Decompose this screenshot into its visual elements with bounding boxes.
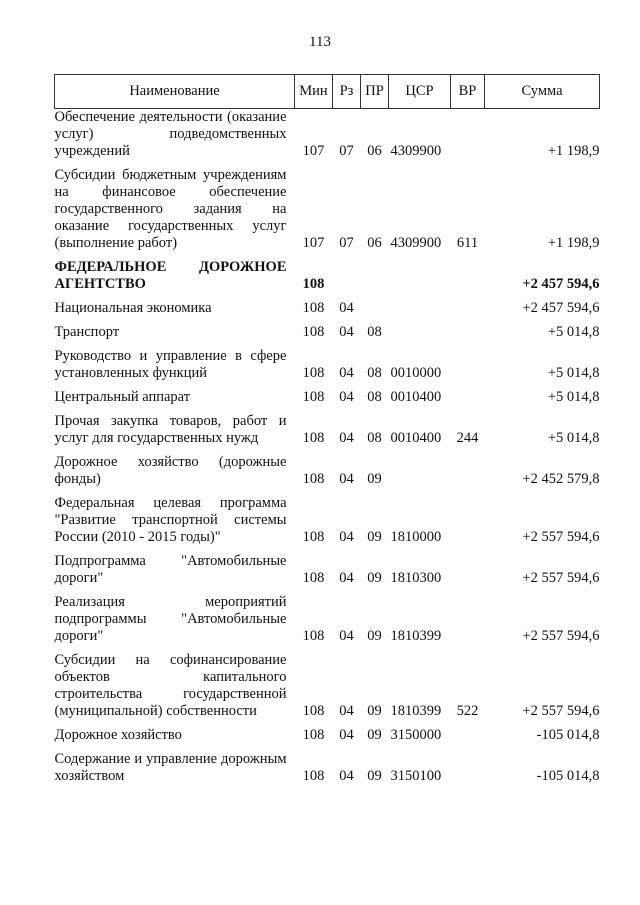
cell-name: Дорожное хозяйство: [54, 727, 182, 743]
cell-min: 108: [302, 768, 325, 784]
cell-sum: +5 014,8: [547, 365, 600, 381]
cell-sum: +1 198,9: [547, 235, 600, 251]
table-row: [55, 495, 600, 553]
cell-name: Дорожное хозяйство (дорожные фонды): [54, 454, 287, 487]
cell-vr: [451, 727, 485, 751]
cell-sum: +2 452 579,8: [522, 471, 600, 487]
cell-min: 108: [302, 471, 325, 487]
cell-pr: 08: [367, 389, 382, 405]
cell-rz: 04: [339, 703, 354, 719]
cell-min: 108: [302, 389, 325, 405]
cell-csr: 4309900: [390, 235, 442, 251]
budget-table: [54, 74, 600, 792]
table-row: [55, 259, 600, 300]
cell-rz: 04: [339, 324, 354, 340]
cell-pr: 09: [367, 628, 382, 644]
cell-name: Федеральная целевая программа "Развитие транспортной системы России (2010 - 2015 годы)": [54, 495, 287, 545]
cell-csr: [389, 454, 451, 495]
cell-vr: [451, 259, 485, 300]
cell-name: Подпрограмма "Автомобильные дороги": [54, 553, 287, 586]
cell-name: Руководство и управление в сфере установленных функций: [54, 348, 287, 381]
header-min: Мин: [295, 75, 333, 109]
cell-sum: +1 198,9: [547, 143, 600, 159]
cell-rz: 04: [339, 471, 354, 487]
cell-pr: 09: [367, 727, 382, 743]
cell-min: 107: [302, 143, 325, 159]
cell-vr: [451, 389, 485, 413]
cell-csr: 1810000: [390, 529, 442, 545]
cell-pr: 08: [367, 430, 382, 446]
table-body: [55, 109, 600, 793]
cell-vr: 522: [456, 703, 479, 719]
cell-min: 107: [302, 235, 325, 251]
header-sum: Сумма: [485, 75, 600, 109]
cell-vr: [451, 495, 485, 553]
cell-rz: 04: [339, 365, 354, 381]
cell-vr: [451, 594, 485, 652]
cell-rz: 04: [339, 300, 354, 316]
table-row: [55, 727, 600, 751]
cell-rz: 04: [339, 628, 354, 644]
cell-vr: [451, 109, 485, 168]
cell-vr: [451, 324, 485, 348]
cell-pr: 09: [367, 471, 382, 487]
header-vr: ВР: [451, 75, 485, 109]
table-row: [55, 348, 600, 389]
table-row: [55, 389, 600, 413]
cell-csr: 1810300: [390, 570, 442, 586]
cell-vr: [451, 553, 485, 594]
cell-sum: +2 557 594,6: [522, 529, 600, 545]
cell-csr: [389, 324, 451, 348]
cell-min: 108: [302, 365, 325, 381]
table-row: [55, 652, 600, 727]
cell-sum: +5 014,8: [547, 324, 600, 340]
table-row: [55, 300, 600, 324]
table-row: [55, 454, 600, 495]
cell-min: 108: [302, 300, 325, 316]
cell-name: Центральный аппарат: [54, 389, 191, 405]
cell-name: Национальная экономика: [54, 300, 212, 316]
cell-min: 108: [302, 529, 325, 545]
table-row: [55, 109, 600, 168]
cell-csr: 0010000: [390, 365, 442, 381]
cell-pr: 09: [367, 570, 382, 586]
cell-csr: 3150000: [390, 727, 442, 743]
cell-name: Прочая закупка товаров, работ и услуг для государственных нужд: [54, 413, 287, 446]
cell-name: Субсидии на софинансирование объектов капитального строительства государственной (муниципальной) собственности: [54, 652, 287, 719]
cell-rz: 04: [339, 570, 354, 586]
cell-csr: 0010400: [390, 389, 442, 405]
cell-pr: 09: [367, 768, 382, 784]
cell-sum: +2 557 594,6: [522, 570, 600, 586]
cell-sum: +2 457 594,6: [522, 276, 600, 292]
cell-csr: [389, 300, 451, 324]
cell-rz: 07: [339, 143, 354, 159]
cell-rz: 04: [339, 389, 354, 405]
cell-vr: [451, 751, 485, 792]
cell-vr: [451, 454, 485, 495]
cell-csr: 0010400: [390, 430, 442, 446]
table-header-row: [55, 75, 600, 109]
cell-pr: [361, 300, 389, 324]
table-row: [55, 324, 600, 348]
cell-pr: 08: [367, 324, 382, 340]
cell-pr: [361, 259, 389, 300]
cell-rz: 04: [339, 430, 354, 446]
cell-csr: 1810399: [390, 628, 442, 644]
cell-sum: +2 557 594,6: [522, 703, 600, 719]
cell-name: Обеспечение деятельности (оказание услуг) подведомственных учреждений: [54, 109, 287, 159]
cell-rz: [333, 259, 361, 300]
cell-csr: 1810399: [390, 703, 442, 719]
cell-vr: [451, 348, 485, 389]
table-row: [55, 553, 600, 594]
cell-name: Содержание и управление дорожным хозяйством: [54, 751, 287, 784]
cell-pr: 06: [367, 235, 382, 251]
cell-name: Субсидии бюджетным учреждениям на финансовое обеспечение государственного задания на оказание государственных услуг (выполнение работ): [54, 167, 287, 251]
table-row: [55, 167, 600, 259]
header-rz: Рз: [333, 75, 361, 109]
cell-csr: 4309900: [390, 143, 442, 159]
cell-pr: 06: [367, 143, 382, 159]
cell-vr: 611: [456, 235, 479, 251]
table-row: [55, 594, 600, 652]
cell-sum: -105 014,8: [536, 727, 600, 743]
cell-rz: 04: [339, 529, 354, 545]
cell-sum: +2 457 594,6: [522, 300, 600, 316]
cell-min: 108: [302, 324, 325, 340]
cell-sum: +2 557 594,6: [522, 628, 600, 644]
cell-csr: [389, 259, 451, 300]
table-row: [55, 413, 600, 454]
table-row: [55, 751, 600, 792]
cell-min: 108: [302, 276, 325, 292]
cell-min: 108: [302, 570, 325, 586]
cell-name: Реализация мероприятий подпрограммы "Автомобильные дороги": [54, 594, 287, 644]
cell-rz: 04: [339, 768, 354, 784]
cell-name: Транспорт: [54, 324, 120, 340]
page-number: 113: [309, 34, 331, 50]
cell-sum: -105 014,8: [536, 768, 600, 784]
header-name: Наименование: [55, 75, 295, 109]
cell-min: 108: [302, 727, 325, 743]
cell-csr: 3150100: [390, 768, 442, 784]
header-pr: ПР: [361, 75, 389, 109]
cell-min: 108: [302, 703, 325, 719]
header-csr: ЦСР: [389, 75, 451, 109]
cell-pr: 09: [367, 529, 382, 545]
cell-rz: 07: [339, 235, 354, 251]
cell-vr: 244: [456, 430, 479, 446]
cell-name: ФЕДЕРАЛЬНОЕ ДОРОЖНОЕ АГЕНТСТВО: [54, 259, 287, 292]
cell-rz: 04: [339, 727, 354, 743]
cell-sum: +5 014,8: [547, 389, 600, 405]
cell-vr: [451, 300, 485, 324]
cell-min: 108: [302, 628, 325, 644]
cell-sum: +5 014,8: [547, 430, 600, 446]
cell-pr: 08: [367, 365, 382, 381]
cell-min: 108: [302, 430, 325, 446]
cell-pr: 09: [367, 703, 382, 719]
